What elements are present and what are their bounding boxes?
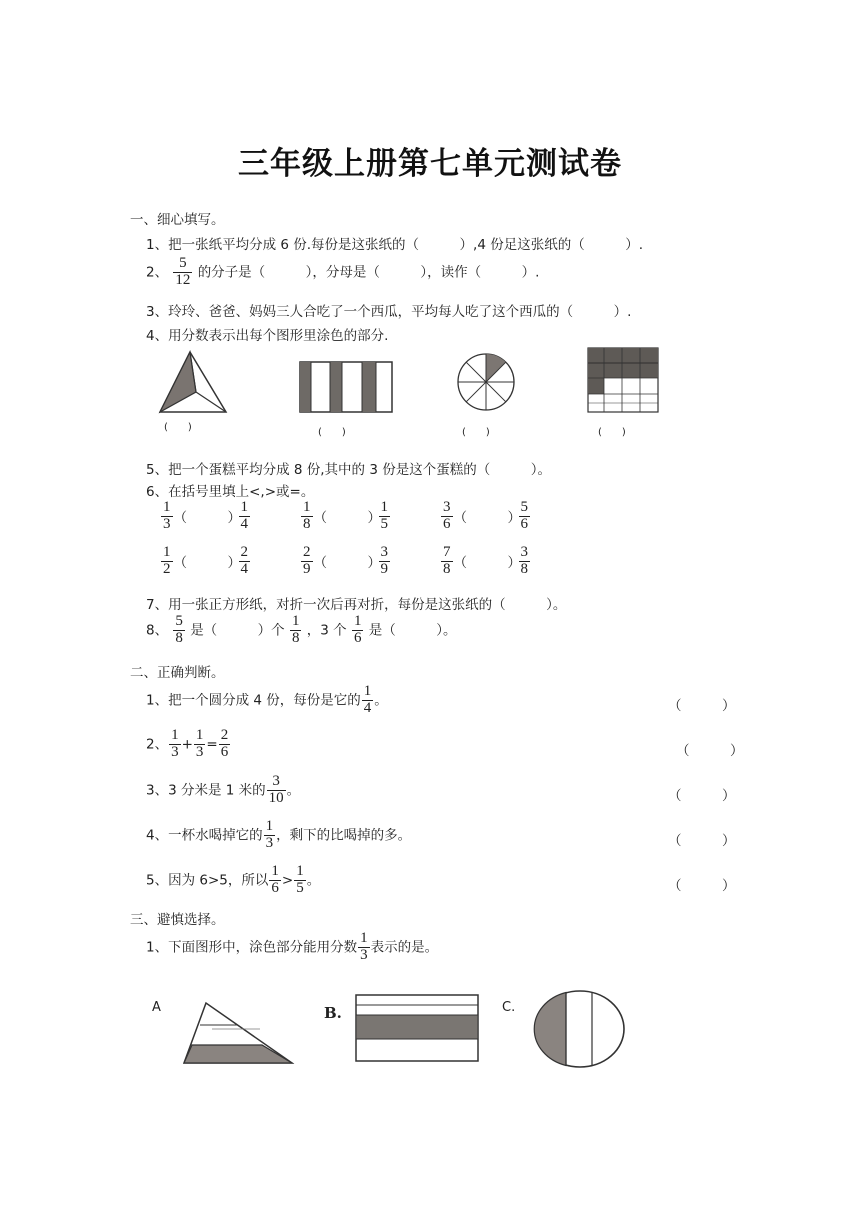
den: 6 bbox=[220, 743, 229, 760]
den: 3 bbox=[195, 743, 204, 760]
den: 6 bbox=[353, 629, 362, 646]
option-b-rectangle bbox=[356, 995, 478, 1061]
left-fraction bbox=[161, 500, 173, 533]
compare-blank[interactable]: （ ） bbox=[453, 555, 521, 572]
den: 5 bbox=[296, 879, 304, 896]
right-fraction bbox=[379, 545, 391, 578]
s1-q4-blank-2: ( ) bbox=[318, 427, 346, 438]
den: 4 bbox=[240, 560, 248, 577]
s1-q2-prefix: 2、 bbox=[146, 264, 169, 281]
s3-q1-frac bbox=[358, 931, 370, 964]
num: 1 bbox=[296, 863, 304, 879]
num: 1 bbox=[353, 613, 362, 629]
s1-q8-text1: 是（ ）个 bbox=[190, 622, 285, 639]
den: 4 bbox=[240, 515, 248, 532]
comparison-pair bbox=[300, 545, 391, 578]
s1-q4-blank-4: ( ) bbox=[598, 427, 626, 438]
s1-q8 bbox=[146, 614, 457, 647]
den: 3 bbox=[265, 834, 274, 851]
s1-q3: 3、玲玲、爸爸、妈妈三人合吃了一个西瓜，平均每人吃了这个西瓜的（ ）. bbox=[146, 304, 632, 320]
s1-q2 bbox=[146, 256, 539, 289]
num: 3 bbox=[267, 774, 286, 791]
s3-q1-figures bbox=[170, 985, 640, 1075]
num: 1 bbox=[240, 499, 248, 515]
num: 3 bbox=[443, 499, 451, 515]
den: 6 bbox=[520, 515, 528, 532]
option-b-label: B. bbox=[324, 1004, 342, 1022]
den: 8 bbox=[291, 629, 300, 646]
s2-item-5 bbox=[146, 864, 320, 897]
s1-q5: 5、把一个蛋糕平均分成 8 份,其中的 3 份是这个蛋糕的（ ）。 bbox=[146, 462, 551, 478]
s2-item-2-text: 2、 bbox=[146, 736, 169, 753]
s1-q8-frac3 bbox=[352, 614, 364, 647]
s3-q1 bbox=[146, 931, 438, 964]
num: 1 bbox=[271, 863, 279, 879]
greater-sign: > bbox=[281, 872, 294, 889]
left-fraction bbox=[441, 545, 453, 578]
right-fraction bbox=[239, 500, 251, 533]
option-a-label: A bbox=[152, 1000, 161, 1015]
equals-sign: = bbox=[206, 736, 218, 753]
right-fraction bbox=[519, 545, 531, 578]
num: 1 bbox=[163, 499, 171, 515]
den: 9 bbox=[380, 560, 388, 577]
num: 1 bbox=[171, 727, 179, 743]
den: 8 bbox=[175, 629, 183, 646]
num: 3 bbox=[380, 544, 388, 560]
s2-item-5-frac1 bbox=[269, 864, 281, 897]
s3-q1-text: 1、下面图形中，涂色部分能用分数 bbox=[146, 939, 358, 956]
option-c-label: C. bbox=[502, 1000, 516, 1015]
s2-item-1-text: 1、把一个圆分成 4 份，每份是它的 bbox=[146, 692, 361, 709]
section3-heading: 三、避慎选择。 bbox=[130, 912, 225, 928]
s2-item-5-frac2 bbox=[294, 864, 306, 897]
num: 2 bbox=[220, 727, 229, 743]
s1-q8-text2: ，3 个 bbox=[306, 622, 347, 639]
s1-q8-prefix: 8、 bbox=[146, 622, 169, 639]
sector-circle-figure bbox=[458, 354, 514, 410]
den: 8 bbox=[520, 560, 528, 577]
s1-q2-num: 5 bbox=[173, 256, 192, 273]
s1-q7: 7、用一张正方形纸，对折一次后再对折，每份是这张纸的（ ）。 bbox=[146, 597, 567, 613]
comparison-pair bbox=[440, 500, 531, 533]
num: 1 bbox=[265, 818, 274, 834]
s1-q4-figures bbox=[150, 346, 670, 438]
s2-item-4-text: 4、一杯水喝掉它的 bbox=[146, 827, 263, 844]
s1-q8-frac2 bbox=[290, 614, 302, 647]
right-fraction bbox=[379, 500, 391, 533]
num: 2 bbox=[303, 544, 311, 560]
s1-q8-frac1 bbox=[173, 614, 185, 647]
den: 2 bbox=[163, 560, 171, 577]
s1-q2-suffix: 的分子是（ ），分母是（ ），读作（ ）. bbox=[197, 264, 540, 281]
num: 1 bbox=[291, 613, 300, 629]
s1-q4: 4、用分数表示出每个图形里涂色的部分. bbox=[146, 328, 389, 344]
s2-item-4 bbox=[146, 819, 411, 852]
s2-item-2-frac2 bbox=[194, 728, 206, 761]
s2-item-2-frac1 bbox=[169, 728, 181, 761]
den: 10 bbox=[268, 789, 284, 806]
s1-q6: 6、在括号里填上<,>或=。 bbox=[146, 484, 315, 500]
num: 1 bbox=[163, 544, 171, 560]
compare-blank[interactable]: （ ） bbox=[453, 510, 521, 527]
s2-item-3-frac bbox=[267, 774, 286, 807]
compare-blank[interactable]: （ ） bbox=[173, 555, 241, 572]
s2-item-1 bbox=[146, 684, 388, 717]
comparison-pair bbox=[300, 500, 391, 533]
striped-rectangle-figure bbox=[300, 362, 392, 412]
plus-sign: + bbox=[181, 736, 193, 753]
s3-q1-post: 表示的是。 bbox=[370, 939, 439, 956]
option-c-ellipse bbox=[534, 991, 624, 1067]
right-fraction bbox=[519, 500, 531, 533]
den: 3 bbox=[360, 946, 368, 963]
grid-figure bbox=[588, 348, 658, 412]
comparison-pair bbox=[440, 545, 531, 578]
left-fraction bbox=[441, 500, 453, 533]
comparison-pair bbox=[160, 545, 251, 578]
num: 5 bbox=[520, 499, 528, 515]
den: 6 bbox=[443, 515, 451, 532]
left-fraction bbox=[161, 545, 173, 578]
s1-q4-blank-3: ( ) bbox=[462, 427, 490, 438]
compare-blank[interactable]: （ ） bbox=[313, 555, 381, 572]
s1-q2-den: 12 bbox=[175, 271, 191, 288]
s2-item-5-text: 5、因为 6>5，所以 bbox=[146, 872, 269, 889]
comparison-pair bbox=[160, 500, 251, 533]
num: 2 bbox=[240, 544, 248, 560]
num: 1 bbox=[380, 499, 388, 515]
s2-item-3 bbox=[146, 774, 300, 807]
s2-item-3-blank: （ ） bbox=[668, 788, 736, 804]
compare-blank[interactable]: （ ） bbox=[313, 510, 381, 527]
shaded-triangle-figure bbox=[160, 352, 226, 412]
num: 3 bbox=[520, 544, 528, 560]
s2-item-4-post: ，剩下的比喝掉的多。 bbox=[276, 827, 412, 844]
s1-q1: 1、把一张纸平均分成 6 份.每份是这张纸的（ ）,4 份足这张纸的（ ）. bbox=[146, 237, 644, 253]
section2-heading: 二、正确判断。 bbox=[130, 665, 225, 681]
den: 3 bbox=[171, 743, 179, 760]
den: 5 bbox=[380, 515, 388, 532]
s2-item-3-post: 。 bbox=[286, 782, 301, 799]
num: 1 bbox=[363, 683, 372, 699]
s2-item-1-blank: （ ） bbox=[668, 698, 736, 714]
s2-item-2-frac3 bbox=[219, 728, 231, 761]
s2-item-1-frac bbox=[362, 684, 374, 717]
s1-q4-blank-1: ( ) bbox=[164, 422, 192, 433]
s2-item-3-text: 3、3 分米是 1 米的 bbox=[146, 782, 266, 799]
s2-item-5-post: 。 bbox=[306, 872, 321, 889]
num: 5 bbox=[175, 613, 183, 629]
den: 8 bbox=[443, 560, 451, 577]
den: 8 bbox=[303, 515, 311, 532]
s2-item-5-blank: （ ） bbox=[668, 878, 736, 894]
num: 1 bbox=[360, 930, 368, 946]
den: 9 bbox=[303, 560, 311, 577]
compare-blank[interactable]: （ ） bbox=[173, 510, 241, 527]
num: 1 bbox=[303, 499, 311, 515]
s2-item-2 bbox=[146, 728, 231, 761]
option-a-triangle bbox=[184, 1003, 292, 1063]
s2-item-1-post: 。 bbox=[374, 692, 388, 709]
s2-item-2-blank: （ ） bbox=[676, 743, 744, 759]
left-fraction bbox=[301, 500, 313, 533]
section1-heading: 一、细心填写。 bbox=[130, 212, 225, 228]
s2-item-4-frac bbox=[264, 819, 276, 852]
s2-item-4-blank: （ ） bbox=[668, 833, 736, 849]
den: 6 bbox=[271, 879, 279, 896]
s1-q8-text3: 是（ ）。 bbox=[368, 622, 457, 639]
right-fraction bbox=[239, 545, 251, 578]
page-title: 三年级上册第七单元测试卷 bbox=[238, 146, 622, 182]
num: 7 bbox=[443, 544, 451, 560]
left-fraction bbox=[301, 545, 313, 578]
num: 1 bbox=[195, 727, 204, 743]
s1-q2-fraction bbox=[173, 256, 192, 289]
den: 3 bbox=[163, 515, 171, 532]
den: 4 bbox=[363, 699, 372, 716]
